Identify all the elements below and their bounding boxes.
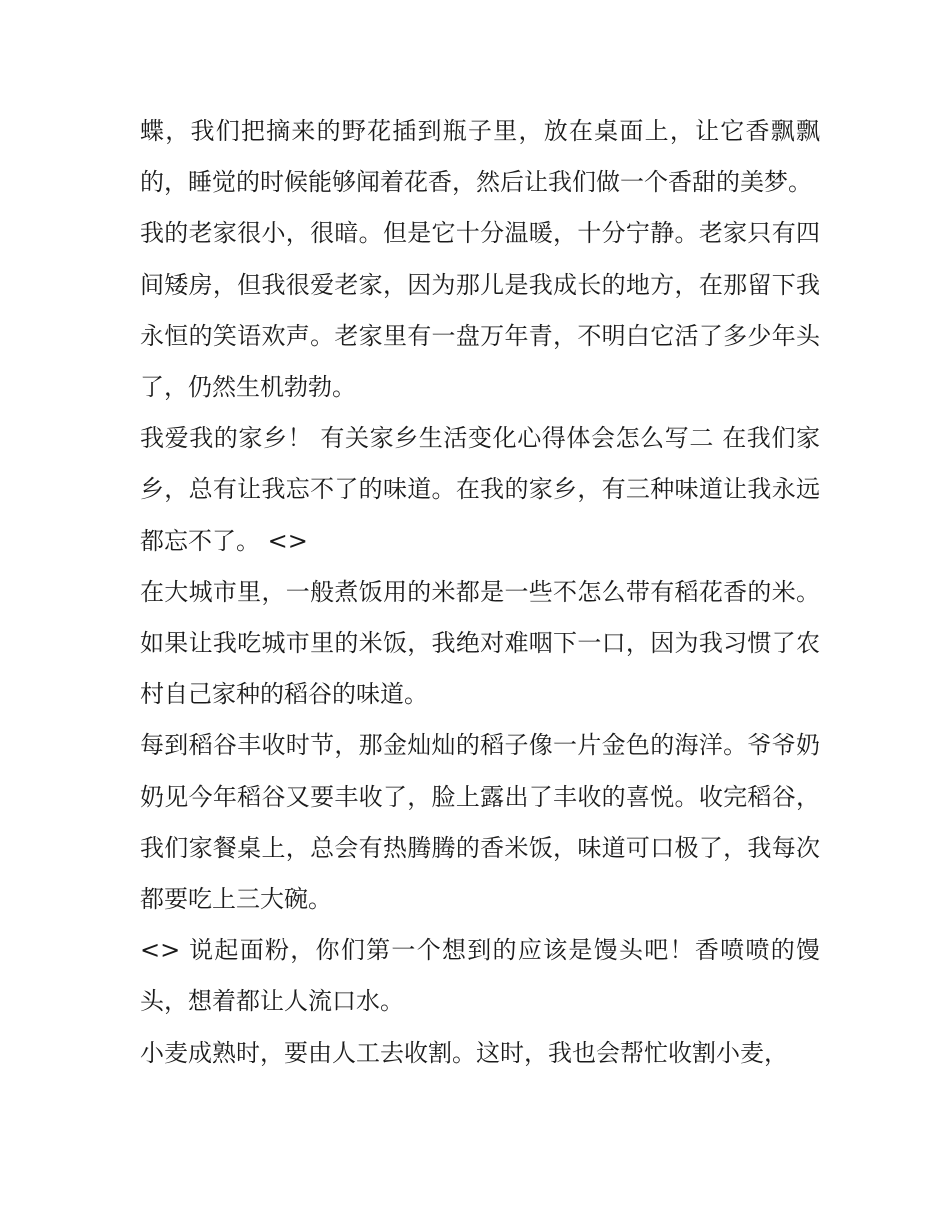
paragraph-7: 小麦成熟时，要由人工去收割。这时，我也会帮忙收割小麦， <box>140 1038 788 1067</box>
paragraph-3: 我爱我的家乡！ 有关家乡生活变化心得体会怎么写二 在我们家乡，总有让我忘不了的味道。在我的家乡，有三种味道让我永远都忘不了。 <> <box>140 424 820 555</box>
paragraph-4: 在大城市里，一般煮饭用的米都是一些不怎么带有稻花香的米。如果让我吃城市里的米饭，我绝对难咽下一口，因为我习惯了农村自己家种的稻谷的味道。 <box>140 577 820 709</box>
paragraph-6: <> 说起面粉，你们第一个想到的应该是馒头吧！香喷喷的馒头，想着都让人流口水。 <box>140 936 820 1016</box>
paragraph-1: 蝶，我们把摘来的野花插到瓶子里，放在桌面上，让它香飘飘的，睡觉的时候能够闻着花香，然后让我们做一个香甜的美梦。 <box>140 117 820 197</box>
paragraph-2: 我的老家很小，很暗。但是它十分温暖，十分宁静。老家只有四间矮房，但我很爱老家，因为那儿是我成长的地方，在那留下我永恒的笑语欢声。老家里有一盘万年青，不明白它活了多少年头了，仍然生机勃勃。 <box>140 219 820 402</box>
body-text <box>140 106 820 1079</box>
paragraph-5: 每到稻谷丰收时节，那金灿灿的稻子像一片金色的海洋。爷爷奶奶见今年稻谷又要丰收了，脸上露出了丰收的喜悦。收完稻谷，我们家餐桌上，总会有热腾腾的香米饭，味道可口极了，我每次都要吃上三大碗。 <box>140 731 820 914</box>
